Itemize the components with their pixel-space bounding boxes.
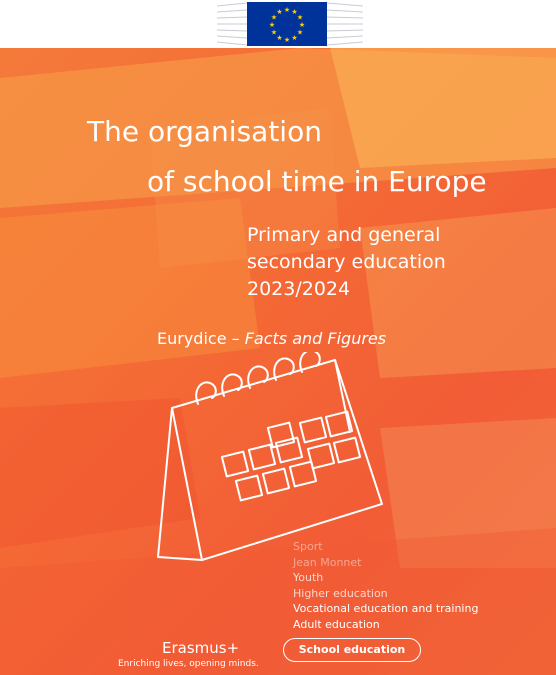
svg-text:★: ★: [291, 34, 298, 42]
svg-text:★: ★: [298, 21, 306, 29]
subtitle-line-3: 2023/2024: [247, 278, 351, 300]
svg-text:★: ★: [291, 8, 298, 16]
svg-text:★: ★: [276, 8, 283, 16]
svg-text:★: ★: [270, 28, 278, 37]
title-line-2: of school time in Europe: [147, 165, 487, 198]
erasmus-tagline: Enriching lives, opening minds.: [118, 659, 259, 669]
svg-text:★: ★: [268, 21, 276, 29]
calendar-icon: [150, 352, 400, 567]
programme-item: Higher education: [293, 586, 388, 600]
title-line-1: The organisation: [87, 115, 322, 148]
erasmus-logo: Erasmus+: [162, 639, 240, 657]
subtitle-line-2: secondary education: [247, 251, 446, 273]
svg-text:★: ★: [283, 6, 291, 14]
series-label: [157, 328, 386, 350]
svg-text:★: ★: [296, 13, 304, 22]
svg-text:★: ★: [283, 36, 291, 44]
subtitle: [247, 222, 547, 303]
programme-item: Vocational education and training: [293, 602, 479, 616]
svg-text:★: ★: [270, 13, 278, 22]
programme-item: Adult education: [293, 617, 380, 631]
programme-list: [293, 539, 478, 633]
eu-flag-icon: [247, 2, 327, 46]
programme-item: Sport: [293, 540, 323, 553]
programme-item: Jean Monnet: [293, 555, 362, 569]
school-education-badge: School education: [283, 638, 421, 662]
svg-text:★: ★: [296, 28, 304, 37]
series-name: Facts and Figures: [244, 329, 387, 348]
svg-text:★: ★: [276, 34, 283, 42]
subtitle-line-1: Primary and general: [247, 224, 441, 246]
programme-item: Youth: [293, 571, 324, 585]
series-prefix: Eurydice –: [157, 329, 245, 348]
